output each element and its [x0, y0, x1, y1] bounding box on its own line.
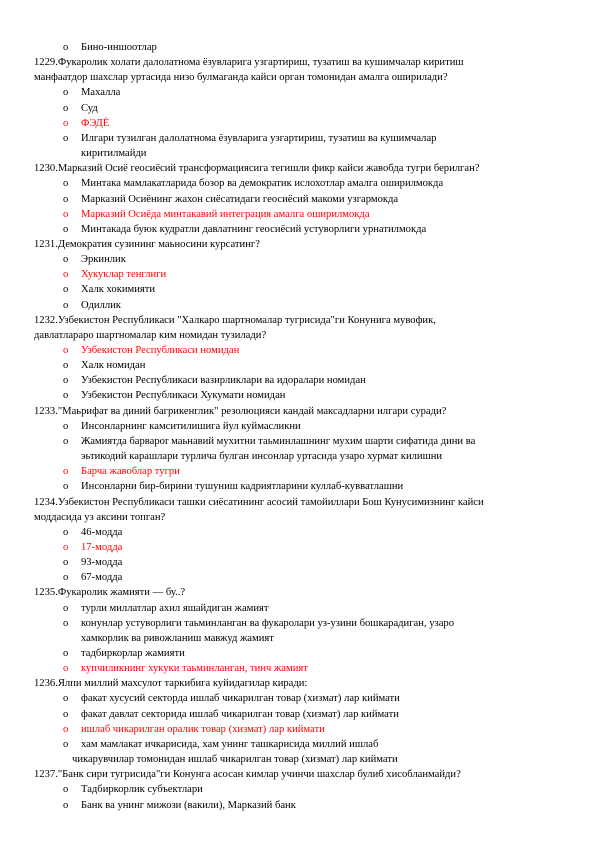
correct-answer-text: Узбекистон Республикаси номидан: [81, 345, 240, 356]
bullet-marker: o: [63, 390, 69, 402]
bullet-marker: o: [63, 435, 69, 447]
answer-text: киритилмайди: [81, 148, 147, 160]
bullet-marker: o: [63, 299, 69, 311]
bullet-marker: o: [63, 723, 69, 735]
bullet-marker: o: [63, 87, 69, 99]
answer-text: Инсонларнинг камситилишига йул куймасликни: [81, 420, 301, 432]
bullet-marker: o: [63, 178, 69, 190]
bullet-marker: o: [63, 42, 69, 53]
bullet-marker: o: [63, 360, 69, 372]
answer-text: Илгари тузилган далолатнома ёзувларига узгартириш, тузатиш ва кушимчалар: [81, 132, 437, 144]
bullet-marker: o: [63, 663, 69, 675]
answer-text: Суд: [81, 102, 98, 114]
question-text: 1231.Демократия сузининг маьносини курсатинг?: [34, 238, 260, 250]
bullet-marker: o: [63, 193, 69, 205]
bullet-marker: o: [63, 284, 69, 296]
answer-text: Узбекистон Республикаси вазирликлари ва идоралари номидан: [81, 375, 366, 387]
question-text: 1235.Фукаролик жамияти — бу..?: [34, 587, 186, 599]
correct-answer-text: ФЭДЁ: [81, 117, 110, 129]
question-text: 1232.Узбекистон Республикаси "Халкаро шартномалар тугрисида"ги Конунига мувофик,: [34, 314, 436, 326]
bullet-marker: o: [63, 526, 69, 538]
bullet-marker: o: [63, 693, 69, 705]
bullet-marker: o: [63, 541, 69, 553]
question-text: 1230.Марказий Осиё геосиёсий трансформациясига тегишли фикр кайси жавобда тугри берилган?: [34, 163, 480, 175]
question-text: моддасида уз аксини топган?: [34, 511, 166, 523]
correct-answer-text: Хукуклар тенглиги: [81, 269, 167, 281]
bullet-marker: o: [63, 708, 69, 720]
bullet-marker: o: [63, 481, 69, 493]
correct-answer-text: ишлаб чикарилган оралик товар (хизмат) лар киймати: [81, 723, 325, 735]
question-text: манфаатдор шахслар уртасида низо булмаганда кайси орган томонидан амалга оширилади?: [34, 72, 448, 84]
bullet-marker: o: [63, 572, 69, 584]
answer-text: Махалла: [81, 87, 121, 99]
answer-text: чикарувчилар томонидан ишлаб чикарилган товар (хизмат) лар киймати: [72, 754, 398, 766]
bullet-marker: o: [63, 223, 69, 235]
answer-text: Тадбиркорлик субъектлари: [81, 784, 203, 796]
question-text: давлатлараро шартномалар ким номидан тузилади?: [34, 329, 267, 341]
bullet-marker: o: [63, 602, 69, 614]
answer-text: Жамиятда барвароr маьнавий мухитни таьминлашнинг мухим шарти сифатида дини ва: [81, 435, 476, 447]
answer-text: Узбекистон Республикаси Хукумати номидан: [81, 390, 286, 402]
bullet-marker: o: [63, 375, 69, 387]
answer-text: 93-модда: [81, 557, 123, 569]
correct-answer-text: Марказий Осиёда минтакавий интеграция амалга оширилмокда: [81, 208, 370, 220]
bullet-marker: o: [63, 466, 69, 478]
correct-answer-text: Барча жавоблар тугри: [81, 466, 180, 478]
bullet-marker: o: [63, 784, 69, 796]
answer-text: хамкорлик ва ривожланиш мавжуд жамият: [81, 632, 274, 644]
bullet-marker: o: [63, 557, 69, 569]
answer-text: Халк хокимияти: [81, 284, 156, 296]
answer-text: Инсонларни бир-бирини тушуниш кадриятларини куллаб-кувватлашни: [81, 481, 404, 493]
question-text: 1234.Узбекистон Республикаси ташки сиёсатининг асосий тамойиллари Бош Кунусимизнинг кайси: [34, 496, 484, 508]
bullet-marker: o: [63, 208, 69, 220]
answer-text: Минтака мамлакатларида бозор ва демократик ислохотлар амалга оширилмокда: [81, 178, 444, 190]
answer-text: 46-модда: [81, 526, 123, 538]
answer-text: конунлар устуворлиги таьминланган ва фукаролари уз-узини бошкарадиган, узаро: [81, 617, 455, 629]
answer-text: хам мамлакат ичкарисида, хам унинг ташкарисида миллий ишлаб: [81, 738, 379, 750]
bullet-marker: o: [63, 648, 69, 659]
answer-text: эьтикодий карашлари турлича булган инсонлар уртасида узаро хурмат килишни: [81, 451, 443, 463]
answer-text: Банк ва унинг мижози (вакили), Марказий банк: [81, 799, 296, 811]
bullet-marker: o: [63, 345, 69, 356]
answer-text: Халк номидан: [81, 360, 146, 372]
answer-text: тадбиркорлар жамияти: [81, 648, 185, 659]
answer-text: Минтакада буюк кудратли давлатнинг геосиёсий устуворлиги урнатилмокда: [81, 223, 427, 235]
answer-text: Бино-иншоотлар: [81, 42, 157, 53]
answer-text: факат давлат секторида ишлаб чикарилган товар (хизмат) лар киймати: [81, 708, 399, 720]
correct-answer-text: 17-модда: [81, 541, 123, 553]
answer-text: турли миллатлар ахил яшайдиган жамият: [81, 602, 269, 614]
bullet-marker: o: [63, 117, 69, 129]
bullet-marker: o: [63, 254, 69, 266]
bullet-marker: o: [63, 420, 69, 432]
answer-text: 67-модда: [81, 572, 123, 584]
answer-text: Одиллик: [81, 299, 121, 311]
bullet-marker: o: [63, 738, 69, 750]
bullet-marker: o: [63, 799, 69, 811]
answer-text: факат хусусий секторда ишлаб чикарилган товар (хизмат) лар киймати: [81, 693, 400, 705]
bullet-marker: o: [63, 617, 69, 629]
answer-text: Эркинлик: [81, 254, 126, 266]
bullet-marker: o: [63, 269, 69, 281]
bullet-marker: o: [63, 132, 69, 144]
question-text: 1236.Ялпи миллий махсулот таркибига куйидагилар киради:: [34, 678, 308, 690]
question-text: 1233."Маьрифат ва диний багрикенглик" резолюцияси кандай максадларни илгари суради?: [34, 405, 447, 417]
answer-text: Марказий Осиёнинг жахон сиёсатидаги геосиёсий макоми узгармокда: [81, 193, 399, 205]
correct-answer-text: купчиликнинг хукуки таьминланган, тинч жамият: [81, 663, 308, 675]
bullet-marker: o: [63, 102, 69, 114]
question-text: 1229.Фукаролик холати далолатнома ёзувларига узгартириш, тузатиш ва кушимчалар киритиш: [34, 57, 464, 69]
question-text: 1237."Банк сири тугрисида"ги Конунга асосан кимлар учинчи шахслар булиб хисобланмайди?: [34, 769, 461, 781]
